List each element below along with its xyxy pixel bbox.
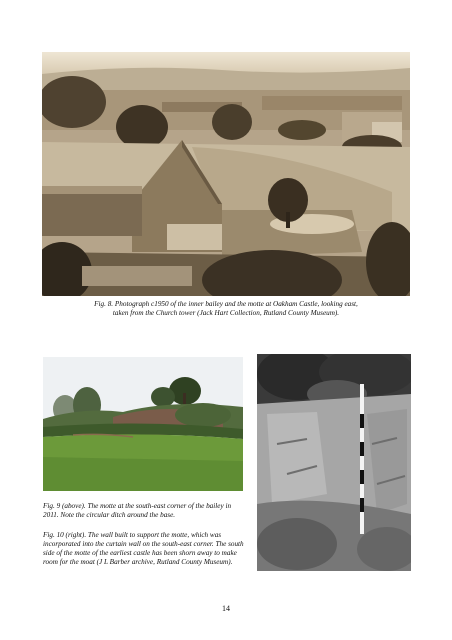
figure-9-photo	[43, 357, 243, 491]
figure-8-photo	[42, 52, 410, 296]
page-number: 14	[222, 604, 230, 613]
figure-9-caption: Fig. 9 (above). The motte at the south-east corner of the bailey in 2011. Note the circular ditch around the base.	[43, 502, 232, 519]
figure-8-caption-line-1: Fig. 8. Photograph c1950 of the inner bailey and the motte at Oakham Castle, looking east,	[94, 300, 358, 308]
figure-10-photo	[257, 354, 411, 571]
figure-8-caption	[42, 300, 410, 318]
figure-10-caption: Fig. 10 (right). The wall built to support the motte, which was incorporated into the curtain wall on the south-east corner. The south side of the motte of the earliest castle has been shorn away to make room for the moat (J L Barber archive, Rutland County Museum).	[43, 531, 244, 566]
figure-8-caption-line-2: taken from the Church tower (Jack Hart Collection, Rutland County Museum).	[112, 309, 340, 317]
